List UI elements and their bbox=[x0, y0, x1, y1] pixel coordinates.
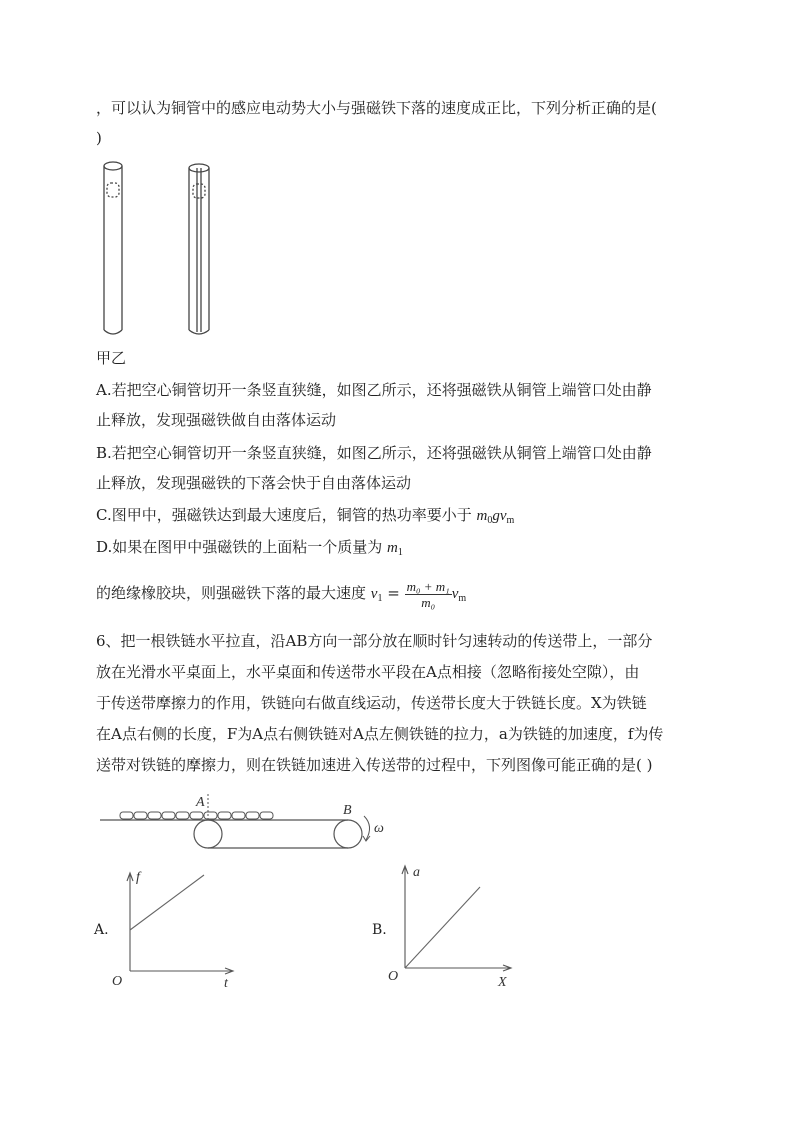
label-omega: ω bbox=[374, 821, 384, 836]
var-v-m: v bbox=[451, 586, 459, 602]
graph-b-line bbox=[405, 887, 480, 968]
var-v1 bbox=[371, 586, 383, 602]
q6-line3: 于传送带摩擦力的作用，铁链向右做直线运动，传送带长度大于铁链长度。X为铁链 bbox=[96, 694, 647, 712]
var-m: m bbox=[476, 508, 488, 524]
sub-vm: m bbox=[458, 593, 467, 604]
fraction-denominator: m₀ bbox=[421, 594, 436, 610]
pulley-left bbox=[194, 820, 222, 848]
graph-b-option: B. bbox=[372, 922, 387, 938]
var-v: v bbox=[370, 586, 378, 602]
tube-yi bbox=[189, 164, 209, 334]
graph-a-line bbox=[130, 875, 204, 930]
var-vm bbox=[452, 586, 466, 602]
label-a: A bbox=[196, 795, 205, 810]
graph-a bbox=[92, 865, 242, 990]
option-b-line1: B.若把空心铜管切开一条竖直狭缝，如图乙所示，还将强磁铁从铜管上端管口处由静 bbox=[96, 444, 652, 462]
option-c-formula bbox=[477, 508, 515, 524]
option-d bbox=[96, 537, 403, 563]
graph-b-x-label: X bbox=[498, 975, 507, 987]
option-c bbox=[96, 505, 514, 531]
rotation-arrow bbox=[364, 816, 370, 840]
figure1-caption: 甲乙 bbox=[96, 349, 127, 367]
q6-line4: 在A点右侧的长度，F为A点右侧铁链对A点左侧铁链的拉力，a为铁链的加速度，f为传 bbox=[96, 725, 664, 743]
graph-a-origin: O bbox=[112, 974, 123, 989]
fraction bbox=[405, 579, 452, 610]
graph-b bbox=[370, 862, 520, 987]
graph-a-y-label: f bbox=[136, 870, 140, 885]
sub-1: 1 bbox=[397, 547, 403, 558]
equals-sign: = bbox=[387, 584, 400, 602]
q6-line1: 6、把一根铁链水平拉直，沿AB方向一部分放在顺时针匀速转动的传送带上，一部分 bbox=[96, 632, 653, 650]
sub-m: m bbox=[506, 515, 515, 526]
pulley-right bbox=[334, 820, 362, 848]
var-gv: gv bbox=[492, 508, 507, 524]
option-b-line2: 止释放，发现强磁铁的下落会快于自由落体运动 bbox=[96, 474, 412, 492]
option-d-text: D.如果在图甲中强磁铁的上面粘一个质量为 bbox=[96, 538, 383, 556]
option-a-line1: A.若把空心铜管切开一条竖直狭缝，如图乙所示，还将强磁铁从铜管上端管口处由静 bbox=[96, 381, 652, 399]
conveyor-figure bbox=[98, 790, 398, 860]
option-a-line2: 止释放，发现强磁铁做自由落体运动 bbox=[96, 411, 337, 429]
q6-line5: 送带对铁链的摩擦力，则在铁链加速进入传送带的过程中，下列图像可能正确的是( ) bbox=[96, 756, 653, 774]
copper-tubes-figure bbox=[96, 158, 226, 343]
graph-b-origin: O bbox=[388, 969, 399, 984]
graph-a-option: A. bbox=[94, 922, 109, 938]
option-c-text: C.图甲中，强磁铁达到最大速度后，铜管的热功率要小于 bbox=[96, 506, 472, 524]
option-d2-text: 的绝缘橡胶块，则强磁铁下落的最大速度 bbox=[96, 584, 367, 602]
fraction-numerator: m₀ + m₁ bbox=[406, 578, 450, 594]
option-d-mass bbox=[387, 540, 403, 556]
graph-b-y-label: a bbox=[413, 865, 420, 880]
tube-jia bbox=[104, 162, 122, 334]
graph-a-x-label: t bbox=[224, 976, 228, 990]
q6-line2: 放在光滑水平桌面上，水平桌面和传送带水平段在A点相接（忽略衔接处空隙），由 bbox=[96, 663, 640, 681]
var-m1: m bbox=[387, 540, 398, 556]
sub-v1: 1 bbox=[377, 593, 383, 604]
question-continuation: ，可以认为铜管中的感应电动势大小与强磁铁下落的速度成正比，下列分析正确的是( bbox=[96, 99, 657, 117]
option-d-line2 bbox=[96, 576, 466, 616]
question-bracket-close: ) bbox=[96, 129, 102, 147]
sub-0: 0 bbox=[487, 515, 493, 526]
chain bbox=[120, 812, 273, 819]
label-b: B bbox=[343, 803, 352, 818]
